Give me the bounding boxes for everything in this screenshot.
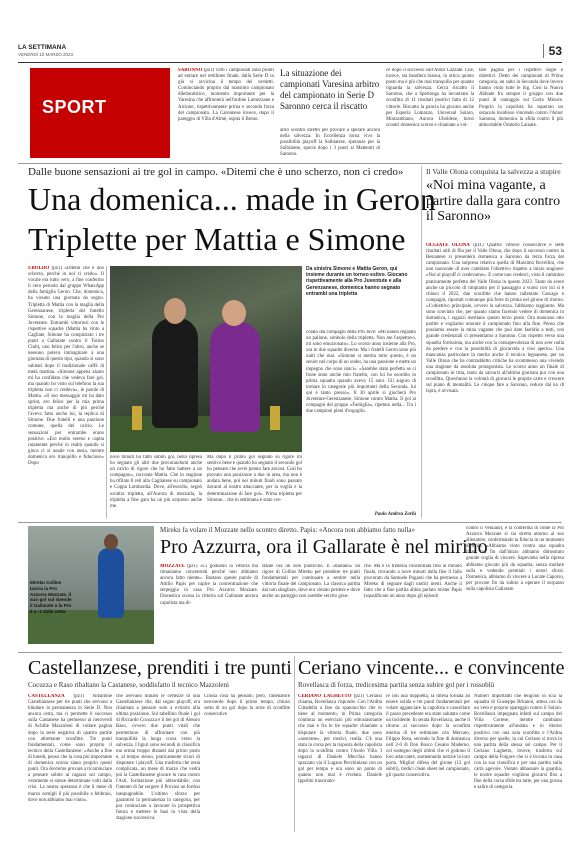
top-article-text-c: ce dopo il successo sull'Ardor Lazzate. Che, invece, sta bandiera bianca, in ottica quinto posto ma è più che mai tranquilla per quanto riguarda la salvezza. Cerca riscatto il Saronno, che a Sperlonga ha incontrato la sconfitta di 11 risultati positivi fatta di 12 vittorie. Riscatto la pancia ha giocato anche per Esperia Lomazzo, Universal Solaro, Monzambano, Aurora Uboldese, turno scontri domenica scorso e chiamate a vol- — [386, 68, 474, 128]
top-article-text-b: altro scontro diretto per provare a sperare ancora nella salvezza. In Eccellenza torna vivo la possibilità playoff la Solbiatese, speranze per la Solbiatese, specie dopo i 3 punti al Matteotti di Saronno. — [280, 128, 380, 158]
main-lead: UBOLDO — [28, 266, 50, 271]
section-rule-1 — [18, 163, 562, 164]
top-article-text-d: tare pagina per i rispettivi sogni e obiettivi. Detto dei campionati di Prima categoria, un salto in Seconda dove invece hanno vinto tutte le big. Così la Nuova Abbiate fra sempre il gruppo con due punti di vantaggio sul Gorla Minore. Proprio la capolista ha superato un ostacolo insidioso vincendo contro l'Amor Saronna, domenica la sfida contro il più abbordabile Oratorio Lainate. — [479, 68, 563, 128]
castellanzese-lead: CASTELLANZA — [28, 694, 65, 699]
player-right — [210, 322, 260, 432]
proazzurra-headline: Pro Azzurra, ora il Gallarate è nel mirino — [160, 536, 488, 558]
main-photo — [110, 266, 302, 452]
top-article-text-a: Tutti i campionati sono pronti ad entrare nel rettilineo finale, dalla Serie D in giù si avvicina il tempo dei verdetti. Cominciando proprio dal massimo campionato dilettantistico, momento importante per la Varesina che affronterà nell'ordine Lumezzane e Alcione, rispettivamente prima e seconda forza del campionato. La Caronnese invece, dopo il pareggio di Villa d'Almè, ospita il Breno. — [178, 68, 274, 122]
paper-name: LA SETTIMANA — [18, 44, 67, 51]
side-kicker: Il Valle Olona conquista la salvezza a stupire — [426, 167, 561, 176]
ceriano-text-1: Ceriano chiama, Rovellasca risponde. Con l'Ardita Cittadella a fare da spauracchio che lo tiene al momento, in Prima categoria continua un esercizio più entusiasmante che mai e fra le tre squadre chiamate a disputare la vittoria finale, due sono «nostrane», per motivi, realtà. C'è una stata in corsa per la risposta della capolista dopo la sconfitta contro l'Asolo Villa. I ragazzi di Daniele Mecchia hanno spazzato via il Lugano Pecchiniano con un gol per tempo e ora sono un punto di quanto non mai è rivelato. Daniele Ippolito trascinato- — [298, 694, 382, 785]
ceriano-headline: Ceriano vincente... e convincente — [298, 657, 565, 679]
page-number: 53 — [548, 44, 562, 58]
proazzurra-photo-caption: Mireku Collins lancia la Pro Azzurra Mozzate, il suo gol sul sbende il Gallarate e la Pro è a -1 dalla vetta — [30, 580, 72, 614]
main-headline-2: Triplette per Mattia e Simone — [28, 221, 406, 257]
castellanzese-headline: Castellanzese, prenditi i tre punti — [28, 657, 292, 679]
ceriano-kicker: Rovellasca di forza, tredicesima partita senza subire gol per i rossoblù — [298, 681, 495, 689]
player-figure — [98, 548, 124, 618]
section-rule-3 — [18, 652, 562, 653]
trophy-right — [270, 406, 280, 430]
main-col-1: UBOLDO (pz1) «Ditemi che è uno scherzo, perché in noi ci credo». Il vocale era tutto vero, a fine confermo il vero periodo dal gruppo WhatsApp della famiglia Geron. Che, domenica, ha vissuto una giornata da sogno. Tripletta di Mattia con la maglia della Gerenzanese, tripletta del fratello Simone, con la maglia della Pro Juventute. Entrambi vittoriosi con le rispettive squadre (Mattia ha vinto a Cagliate, Simone ha conquistato i tre punti a Gallarate contro il Torino Club), uno felice per l'altro, anche se nessuno poteva immaginare a una giornata di questo tipo, quando si sono salutati dopo il tradizionale caffè di metà mattina. «Simone appena alzato mi ha confidato che vedeva fare gol, ma quando ho visto sul telefono la sua tripletta non ci credevo», le parole di Mattia. «Il suo messaggio mi ha dato sprint, ero felice per la mia prima tripletta ma anche di più perché l'avevo fatto anche lui, la replica di Simone. Due fratelli e una passione comune, quella del calcio. Le sensazioni per entrambe erano positive. «Ero molto sereno e capita raramente perché in realtà quando si gioca ci si assale con ansia, mentre domenica ero tranquillo e fiducioso» Dopo — [28, 266, 104, 466]
side-text-body: Quattro vittorie consecutive e sette risultati utili di fila per il Valle Olona, che dopo il successo contro la Besnatese si presenterà domenica a Saronno da terza forza del campionato. Una sorpresa relativa quella di Massimo Rovellini, che non nasconde di aver cambiato l'obiettivo rispetto a inizio stagione: «Noi ai playoff ci credevamo». E come non crederci, visto il cammino praticamente perfetto del Valle Olona in questo 2023. Tanto da avere anche un piccolo di rimpianto per il passaggio a vuoto con cui si è chiuso il 2022, due sconfitte che hanno rallentato Cassago e compagni, riportati comunque più forte di prima nel girone di ritorno. «L'obiettivo principale, ovvero la salvezza, l'abbiamo raggiunto. Ma sono convinto che, per quanto siamo facendo vedere di domenica in domenica, i ragazzi meritano questo terzo posto. Ora mancano otto partite e vogliamo onorare il campionato fino alla fine. Penso che possiamo essere la mina vagante che può dare fastidio a tutti, con grande credenziali ci presentiamo a Saronno. Con rispetto verso una squadra fortissima, ma anche con la consapevolezza di non aver nulla da perdere e con la possibilità di giocarcela a viso aperto». Una mancanza particolare la merita anche il tecnico legnanese, per un Valle Olona che ha contraddetto critiche ha scommesso una vivendo una stagione da assoluta protagonista. Le scorso anno un finale di campionato in trtta, tanto da salvarsi all'ultima giornata pur con una sconfitta. Quest'anno la volontà di giocarsi le proprie carte e crescere sul piano di mentalità. Le cinque fare a Saronno, reduce dal ko di Ispra, è avvisata. — [426, 243, 564, 395]
page-number-rule — [543, 44, 544, 58]
castellanzese-col-1: CASTELLANZA (pz1) Ribaltone Castellanzese per tre punti che servono a blindare la permanenza in Serie D. Non ancora certa, ma ci permette il successo sulla Castanese ha permesso ai neroverdi di Achille Mazzoleni di voltare pagina dopo la serie negativa di quattro partite con altrettante sconfitte. Tre punti fondamentali, come sono proprio il tecnico della Castellanzese: «Anche a fine di lunedì, penso che la cosa più importante di domenica scorsa siano proprio questi punti. Ora dovremo provare a ricominciare a pensare subito ai ragazzi sul campo, veramente si stesse determinate volti dalla crisi. La nostra speranza è che il mese di marzo somigli il più possibile a febbraio, dove non abbiamo mai vinto». — [28, 694, 112, 803]
ceriano-col-1: CERIANO LAGHETTO (pz1) Ceriano chiama, Rovellasca risponde. Con l'Ardita Cittadella a fare da spauracchio che lo tiene al momento, in Prima categoria continua un esercizio più entusiasmante che mai e fra le tre squadre chiamate a disputare la vittoria finale, due sono «nostrane», per motivi, realtà. C'è una stata in corsa per la risposta della capolista dopo la sconfitta contro l'Asolo Villa. I ragazzi di Daniele Mecchia hanno spazzato via il Lugano Pecchiniano con un gol per tempo e ora sono un punto di quanto non mai è rivelato. Daniele Ippolito trascinato- — [298, 694, 382, 785]
castellanzese-text-3: Chissà cosa ha pensato, però, l'allenatore neroverde dopo il primo tempo, chiuso sotto di un gol dopo la serie di sconfitte consecutive — [204, 694, 290, 718]
proazzurra-text-2: stante ora un solo punticino. Il «bastano» un rigore di Collins Mireku per prendere tre punti fondamentali per continuare a sentire nella vittoria finale del campionato. La classica partita dal non sbagliare, dove era vietato perdere e dove anche un pareggio non sarebbe servito gran- — [262, 564, 360, 600]
masthead — [18, 44, 562, 62]
main-text-3: Ma dopo il primo gol segnato su rigore mi sentivo bene e quando ho segnato il secondo gol ho pensato che avrei potuto fare ancora. Così ho provato una punizione a due in area, ma non è andata bene, poi nei minuti finali sono passato davanti al nostro attaccante, per la voglia e la determinazione di fare gol». Prima tripletta per Simone... che in settimana è stato cre- — [207, 455, 302, 503]
player-left — [152, 318, 198, 428]
main-author: Paolo Andrea Zorlù — [374, 512, 416, 517]
main-text-4: colato dai compagni della Pro Juve: «Mi hanno regalato un pallone, simbolo della tripletta. Non me l'aspettavo, mi sono emozionato». Lo scorso anno insieme alla Pro, ora in due squadre diverse. Ma i fratelli Geron sono più uniti che mai. «Simone si merita tutto questo, è un senior nel corpo di un under, ha una passione e mette un impegno che sono unici». «Sarebbe stato perfetto se ci fosse stato anche mio fratello, con lui ho esordito in prima squadra quando avevo 15 anni. Gli auguro di tornare in categorie più importanti della Seconda, lui qui è tanto presso». Il 30 aprile si giocherà Pro Juventute-Gerenzanese, Simone contro Mattia. Il gol ai compagni del gruppo «Famiglia», ripetuto nella... Tra i due campioni pieni d'orgoglio. — [306, 330, 416, 415]
masthead-rule — [18, 62, 562, 63]
ceriano-text-3: Numeri importanti che tengono in scia la squadra di Giuseppe Britanni, attesa ora da un vero e proprio spareggio contro il Solaro. Rovellasca impegnata infatti sul campo del Villa Cortese, mentre cambiano rispettivamente all'andata e in ritorno positivo con una sola sconfitta e l'Ardita diverso per quelle, in cui Ceriano si trova in una partita della stessa sul campo. Per il Ceriano Laghetto, invece, trasferta sul campo della Folgore che si è trovata in casa con la sua classifica e per una partita sulla carta agevole. Vietato abbassare la guardia, le nostre squadre vogliono giocarsi fino a fine della corsa sfide tra tutte, per una grossa e salire di categoria. — [474, 694, 562, 791]
proazzurra-kicker: Mireku fa volare il Mozzate nello scontro diretto. Papis: «Ancora non abbiamo fatto nulla» — [160, 526, 416, 534]
issue-date: VENERDÌ 10 MARZO 2023 — [18, 52, 74, 57]
proazzurra-text-3: ché. Ma è la frenesia concentrata fino al minuto finale, trovando a nove minuti dalla fine il fallo procurato da Samuele Pugassi che ha permesso a Mireku di segnare dagli undici metri. Anche il fatto che a fine partita abbia parlato mister Papis (squalificato un anno dopo gli episodi — [364, 564, 462, 600]
main-headline-1: Una domenica... made in Geron — [28, 181, 436, 217]
top-article-title: La situazione dei campionati Varesina arbitro del campionato in Serie D Saronno cerca il riscatto — [280, 68, 380, 111]
main-kicker: Dalle buone sensazioni ai tre gol in campo. «Ditemi che è uno scherzo, non ci credo» — [28, 166, 404, 178]
ceriano-text-2: re con una doppietta, la difesa tornata ad essere solida e tre punti fondamentali per volare agganciare la capolista e cancellare il passo precedente era stato salutato come un incidente. In serata Rovellasca, anche il ritorno al successo dopo la sconfitta esterna di tre settimane con Mercato, Filippo Rota, secondo la fine di domenica nell 2-0 di Don Bosco Cesano Maderno, col sostegno degli ultimi che vi godono il loro attaccante, aumentando notizie la loro porta. Miglior difesa del girone (12 gol subiti), tredici clean sheet nel campionato, gli quarta consecutiva. — [386, 694, 470, 779]
main-text-1: «Ditemi che è uno scherzo, perché in noi ci credo». Il vocale era tutto vero, a fine confermo il vero periodo dal gruppo WhatsApp della famiglia Geron. Che, domenica, ha vissuto una giornata da sogno. Tripletta di Mattia con la maglia della Gerenzanese, tripletta del fratello Simone, con la maglia della Pro Juventute. Entrambi vittoriosi con le rispettive squadre (Mattia ha vinto a Cagliate, Simone ha conquistato i tre punti a Gallarate contro il Torino Club), uno felice per l'altro, anche se nessuno poteva immaginare a una giornata di questo tipo, quando si sono salutati dopo il tradizionale caffè di metà mattina. «Simone appena alzato mi ha confidato che vedeva fare gol, ma quando ho visto sul telefono la sua tripletta non ci credevo», le parole di Mattia. «Il suo messaggio mi ha dato sprint, ero felice per la mia prima tripletta ma anche di più perché l'avevo fatto anche lui, la replica di Simone. Due fratelli e una passione comune, quella del calcio. Le sensazioni per entrambe erano positive. «Ero molto sereno e capita raramente perché in realtà quando si gioca ci si assale con ansia, mentre domenica ero tranquillo e fiducioso» Dopo — [28, 266, 104, 466]
trophy-left — [132, 406, 142, 430]
side-lead: OLGIATE OLONA — [426, 243, 470, 248]
castellanzese-kicker: Cocuzza e Raso ribaltano la Castanese, soddisfatto il tecnico Mazzoleni — [28, 681, 229, 689]
top-article-col-1: SARONNO (pz1) Tutti i campionati sono pronti ad entrare nel rettilineo finale, dalla Serie D in giù si avvicina il tempo dei verdetti. Cominciando proprio dal massimo campionato dilettantistico, momento importante per la Varesina che affronterà nell'ordine Lumezzane e Alcione, rispettivamente prima e seconda forza del campionato. La Caronnese invece, dopo il pareggio di Villa d'Almè, ospita il Breno. — [178, 68, 274, 122]
castellanzese-text-1: Ribaltone Castellanzese per tre punti che servono a blindare la permanenza in Serie D. Non ancora certa, ma ci permette il successo sulla Castanese ha permesso ai neroverdi di Achille Mazzoleni di voltare pagina dopo la serie negativa di quattro partite con altrettante sconfitte. Tre punti fondamentali, come sono proprio il tecnico della Castellanzese: «Anche a fine di lunedì, penso che la cosa più importante di domenica scorsa siano proprio questi punti. Ora dovremo provare a ricominciare a pensare subito ai ragazzi sul campo, veramente si stesse determinate volti dalla crisi. La nostra speranza è che il mese di marzo somigli il più possibile a febbraio, dove non abbiamo mai vinto». — [28, 694, 112, 803]
proazzurra-lead: MOZZATE — [160, 564, 185, 569]
main-photo-caption: Da sinistra Simone e Mattia Geron, qui insieme durante un torneo estivo. Giocano rispettivamente alla Pro Juventute e alla Gerenzanese, domenica hanno segnato entrambi una tripletta — [306, 266, 408, 297]
castellanzese-text-2: che avevano minato le certezze di una Castellanzese che, dal sogno playoff, era chiamata a pensare solo a evitarlo alla ultima posizione. Sul tabellino finale i gol di Riccardo Cocuzza e il bel gol di Alessio Raso, ovvero due punti vitali che permettono di affrontare con più tranquillità la lunga corsa verso la salvezza. I liguri sono secondi in classifica ma ormai troppo distanti dal primo posto e, al tempo stesso, praticamente sicuri di disputare i playoff. Una trasferta che resta complicata, un mese di marzo che vedrà poi la Castellanzese giocare in casa contro l'Asti, formazione più abbordabile, con l'intento di far sorgere il Provasi un fortino inespugnabile. L'ultimo sforzo per garantirsi la permanenza in categoria, per poi cominciare a lavorare in prospettiva futura e mettere le basi in vista della stagione successiva. — [116, 694, 200, 821]
top-article-lead: SARONNO — [178, 68, 203, 73]
ceriano-lead: CERIANO LAGHETTO — [298, 694, 352, 699]
side-text: OLGIATE OLONA (pz1) Quattro vittorie consecutive e sette risultati utili di fila per il Valle Olona, che dopo il successo contro la Besnatese si presenterà domenica a Saronno da terza forza del campionato. Una sorpresa relativa quella di Massimo Rovellini, che non nasconde di aver cambiato l'obiettivo rispetto a inizio stagione: «Noi ai playoff ci credevamo». E come non crederci, visto il cammino praticamente perfetto del Valle Olona in questo 2023. Tanto da avere anche un piccolo di rimpianto per il passaggio a vuoto con cui si è chiuso il 2022, due sconfitte che hanno rallentato Cassago e compagni, riportati comunque più forte di prima nel girone di ritorno. «L'obiettivo principale, ovvero la salvezza, l'abbiamo raggiunto. Ma sono convinto che, per quanto siamo facendo vedere di domenica in domenica, i ragazzi meritano questo terzo posto. Ora mancano otto partite e vogliamo onorare il campionato fino alla fine. Penso che possiamo essere la mina vagante che può dare fastidio a tutti, con grande credenziali ci presentiamo a Saronno. Con rispetto verso una squadra fortissima, ma anche con la consapevolezza di non aver nulla da perdere e con la possibilità di giocarcela a viso aperto». Una mancanza particolare la merita anche il tecnico legnanese, per un Valle Olona che ha contraddetto critiche ha scommesso una vivendo una stagione da assoluta protagonista. Le scorso anno un finale di campionato in trtta, tanto da salvarsi all'ultima giornata pur con una sconfitta. Quest'anno la volontà di giocarsi le proprie carte e crescere sul piano di mentalità. Le cinque fare a Saronno, reduce dal ko di Ispra, è avvisata. — [426, 243, 564, 395]
proazzurra-text-4: contro il Veniano), è la conferma di come la Pro Azzurra Mozzate si sia stretta attorno al suo allenatore, confermando la fiducia in un momento difficile. «Abbiamo vinto contro una squadra forte, ma fin dall'inizio abbiamo dimostrato grande voglia di vincere. Sapevamo nella ripresa abbiamo giocato più da squadra, senza mollare sulla e vedendo premiati i nostri sforzi. Domenica, abbiamo di vincere a Locate Caporso, per provare fin da subito a operare il sorpasso sulla capolista Gallarate. — [466, 526, 564, 592]
main-text-2: nove minuti ho fatto subito gol, nella ripresa ho segnato gli altri due procurandomi anche un calcio di rigore che ho fatto battere a un compagno», racconta Mattia. Che in stagione ha rifilato 8 reti alla Cagliatese su campionato e Coppa Lombardia. Dove, all'esordio, segnò un'altra tripletta, all'Aurora di mezzalla, la tripletta a fine gara ha un più sorpreso anche me. — [110, 455, 202, 509]
side-headline: «Noi mina vagante, a partire dalla gara contro il Saronno» — [426, 178, 561, 224]
proazzurra-col-1: MOZZATE (pz1) «Ci godiamo la vittoria ma rimaniamo concentrati perché non abbiamo ancora fatto niente». Bastano queste parole di Attilio Papis per capire la concentrazione che serpeggia in casa Pro Azzurra Mozzate. Domenica scorsa la vittoria sul Gallarate ancora capolista ma di- — [160, 564, 258, 606]
proazzurra-text-1: «Ci godiamo la vittoria ma rimaniamo concentrati perché non abbiamo ancora fatto niente». Bastano queste parole di Attilio Papis per capire la concentrazione che serpeggia in casa Pro Azzurra Mozzate. Domenica scorsa la vittoria sul Gallarate ancora capolista ma di- — [160, 564, 258, 606]
section-label: SPORT — [42, 97, 107, 117]
section-rule-2 — [18, 522, 562, 523]
